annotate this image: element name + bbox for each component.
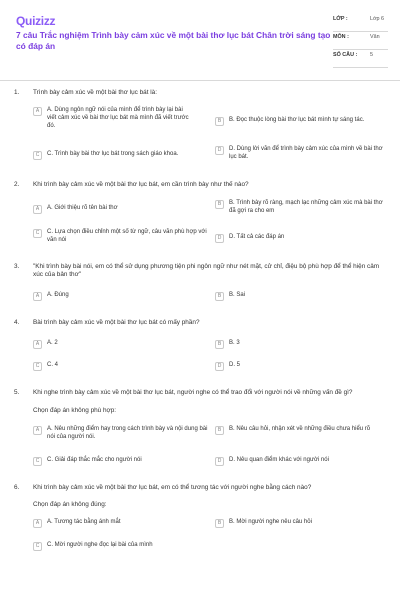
question-text: "Khi trình bày bài nói, em có thể sử dụng phương tiện phi ngôn ngữ như nét mặt, cử chỉ, điệu bộ phù hợp để thể hiện cảm xúc của bản thơ" [33,263,380,279]
option-a[interactable] [33,292,203,301]
question-text: Khi trình bày cảm xúc về một bài thơ lục bát, em có thể tương tác với người nghe bằng cách nào? [33,484,312,491]
option-text: B. Nêu câu hỏi, nhận xét về những điều chưa hiểu rõ [229,426,371,432]
option-letter-badge: C [33,151,42,160]
option-letter-badge: C [33,229,42,238]
option-text: D. Tất cả các đáp án [229,234,285,240]
option-letter-badge: A [33,426,42,435]
question-text: Khi nghe trình bày cảm xúc về một bài thơ lục bát, người nghe có thể trao đổi với người nói về những vấn đề gì? [33,389,353,396]
option-letter-badge: A [33,292,42,301]
meta-label: LỚP : [333,16,348,22]
question-number: 1. [14,89,20,96]
quizizz-logo: Quizizz [16,14,56,28]
option-c[interactable] [33,457,208,466]
option-c[interactable] [33,229,208,245]
option-d[interactable] [215,146,385,162]
option-a[interactable] [33,107,193,130]
question-text: Trình bày cảm xúc về một bài thơ lục bát là: [33,89,158,96]
meta-value: Lớp 6 [370,16,385,22]
option-text: C. Lựa chọn điều chỉnh một số từ ngữ, câu văn phù hợp với văn nói [47,229,207,243]
option-b[interactable] [215,426,390,435]
option-letter-badge: C [33,362,42,371]
option-a[interactable] [33,205,203,214]
option-letter-badge: D [215,362,224,371]
meta-info [333,14,388,68]
option-text: D. Dùng lời văn để trình bày cảm xúc của mình về bài thơ lục bát. [229,146,383,160]
option-b[interactable] [215,292,385,301]
question-instruction: Chọn đáp án không đúng: [33,501,107,508]
option-text: C. Mời người nghe đọc lại bài của mình [47,542,153,548]
option-d[interactable] [215,362,385,371]
option-a[interactable] [33,519,208,528]
option-letter-badge: C [33,457,42,466]
option-text: D. Nêu quan điểm khác với người nói [229,457,329,463]
question-text: Khi trình bày cảm xúc về một bài thơ lục bát, em cần trình bày như thế nào? [33,181,249,188]
option-c[interactable] [33,542,208,551]
option-letter-badge: D [215,457,224,466]
option-letter-badge: B [215,117,224,126]
option-text: B. Sai [229,292,246,298]
option-text: C. Giải đáp thắc mắc cho người nói [47,457,142,463]
header-divider [0,80,400,81]
question-number: 3. [14,263,20,270]
meta-row-subject [333,32,388,50]
meta-row-class [333,14,388,32]
option-letter-badge: B [215,426,224,435]
option-letter-badge: D [215,146,224,155]
option-d[interactable] [215,234,385,243]
option-letter-badge: A [33,519,42,528]
option-c[interactable] [33,151,208,160]
meta-value: 5 [370,52,373,58]
meta-label: SỐ CÂU : [333,52,358,58]
meta-row-count [333,50,388,68]
option-b[interactable] [215,200,390,216]
option-text: A. Giới thiệu rõ tên bài thơ [47,205,118,211]
question-number: 5. [14,389,20,396]
option-b[interactable] [215,340,385,349]
option-b[interactable] [215,519,390,528]
option-text: B. 3 [229,340,240,346]
option-d[interactable] [215,457,390,466]
option-a[interactable] [33,426,208,442]
option-text: A. Tương tác bằng ánh mắt [47,519,121,525]
option-letter-badge: A [33,205,42,214]
question-instruction: Chọn đáp án không phù hợp: [33,407,117,414]
option-a[interactable] [33,340,203,349]
question-number: 4. [14,319,20,326]
worksheet-header [0,0,400,78]
option-text: B. Đọc thuộc lòng bài thơ lục bát mình tự sáng tác. [229,117,365,123]
option-letter-badge: B [215,292,224,301]
meta-label: MÔN : [333,34,349,40]
option-letter-badge: A [33,340,42,349]
option-text: C. Trình bày bài thơ lục bát trong sách giáo khoa. [47,151,179,157]
option-letter-badge: C [33,542,42,551]
option-letter-badge: D [215,234,224,243]
question-number: 6. [14,484,20,491]
option-letter-badge: B [215,519,224,528]
question-text: Bài trình bày cảm xúc về một bài thơ lục bát có mấy phần? [33,319,200,326]
option-text: A. Nêu những điểm hay trong cách trình bày và nội dung bài nói của người nói. [47,426,208,440]
option-text: C. 4 [47,362,59,368]
page-title: 7 câu Trắc nghiệm Trình bày cảm xúc về một bài thơ lục bát Chân trời sáng tạo có đáp án [16,30,331,51]
option-b[interactable] [215,117,395,126]
question-number: 2. [14,181,20,188]
option-letter-badge: B [215,340,224,349]
option-c[interactable] [33,362,203,371]
option-letter-badge: A [33,107,42,116]
option-text: A. Đúng [47,292,69,298]
option-text: B. Mời người nghe nêu câu hỏi [229,519,312,525]
option-text: B. Trình bày rõ ràng, mạch lạc những cảm xúc mà bài thơ đã gợi ra cho em [229,200,383,214]
option-text: A. 2 [47,340,58,346]
meta-value: Văn [370,34,380,40]
option-letter-badge: B [215,200,224,209]
option-text: D. 5 [229,362,241,368]
option-text: A. Dùng ngôn ngữ nói của mình để trình bày lại bài viết cảm xúc về bài thơ lục bát mà mình đã viết trước đó. [47,107,189,129]
